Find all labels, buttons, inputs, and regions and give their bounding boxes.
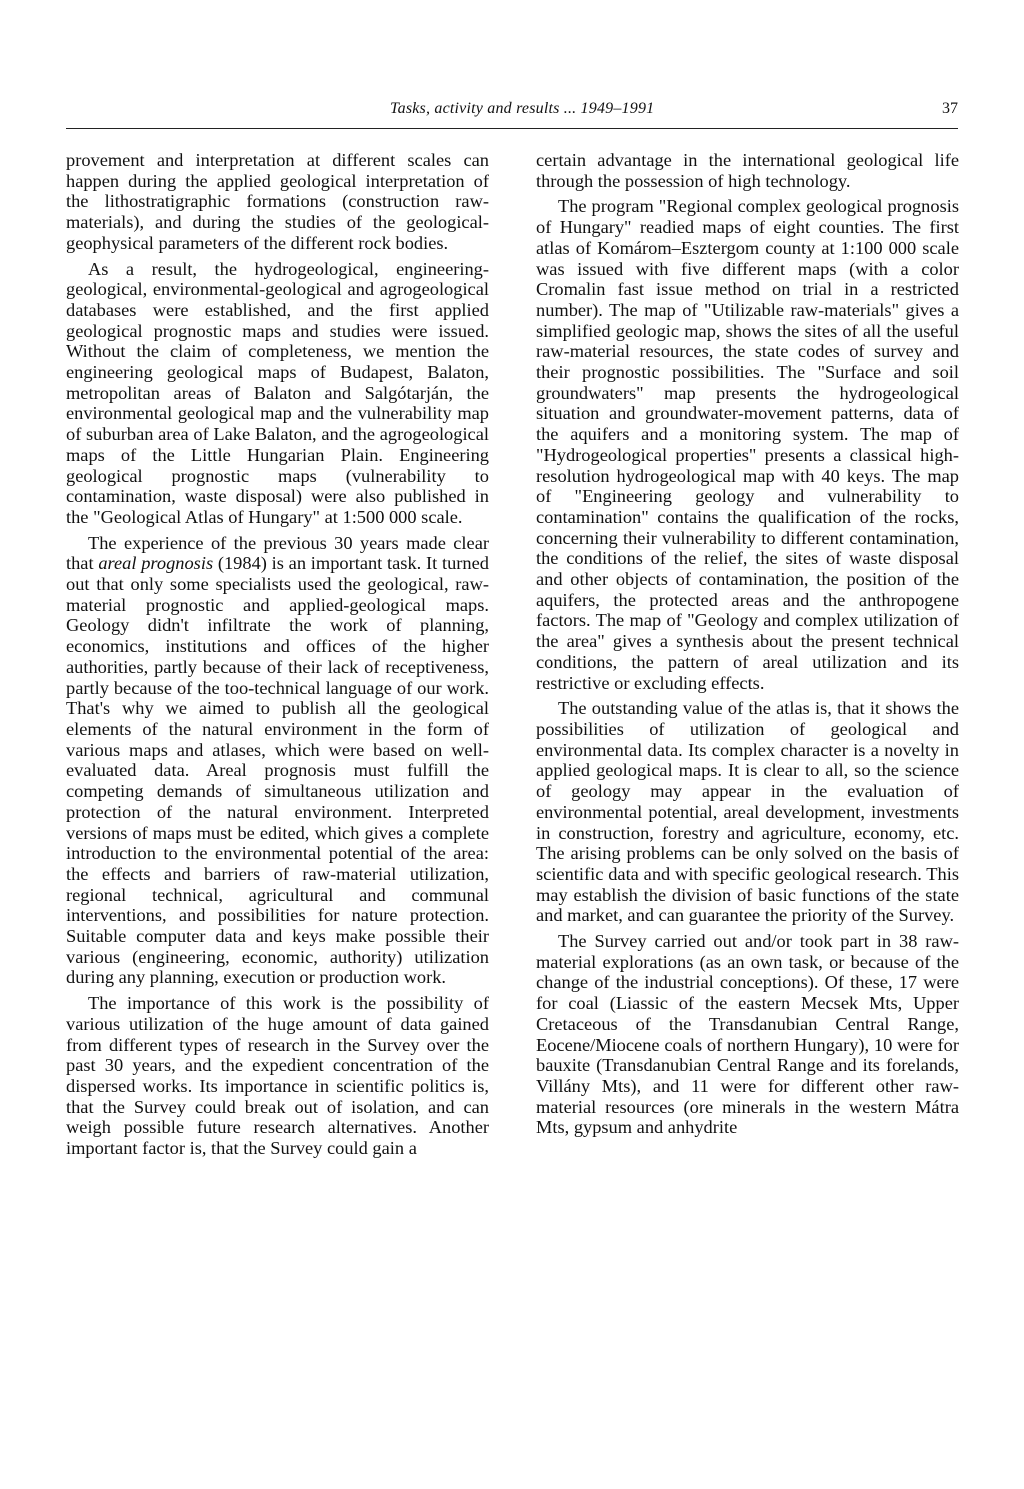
paragraph xyxy=(66,533,489,988)
page-header xyxy=(66,100,958,129)
paragraph: As a result, the hydrogeological, engineering-geological, environmental-geological and agrogeological databases were established, and the first applied geological prognostic maps and studies were issued. Without the claim of completeness, we mention the engineering geological maps of Budapest, Balaton, metropolitan areas of Balaton and Salgótarján, the environmental geological map and the vulnerability map of suburban area of Lake Balaton, and the agrogeological maps of the Little Hungarian Plain. Engineering geological prognostic maps (vulnerability to contamination, waste disposal) were also published in the "Geological Atlas of Hungary" at 1:500 000 scale. xyxy=(66,258,489,527)
page-number: 37 xyxy=(942,100,958,117)
paragraph: The program "Regional complex geological prognosis of Hungary" readied maps of eight counties. The first atlas of Komárom–Esztergom county at 1:100 000 scale was issued with five different maps (with a color Cromalin fast issue method on trial in a restricted number). The map of "Utilizable raw-materials" gives a simplified geologic map, shows the sites of all the useful raw-material resources, the state codes of survey and their prognostic possibilities. The "Surface and soil groundwaters" map presents the hydrogeological situation and groundwater-movement patterns, data of the aquifers and a monitoring system. The map of "Hydrogeological properties" presents a classical high-resolution hydrogeological map with 40 keys. The map of "Engineering geology and vulnerability to contamination" contains the qualification of the rocks, concerning their vulnerability to different contamination, the conditions of the relief, the sites of waste disposal and other objects of contamination, the position of the aquifers, the protected areas and the anthropogene factors. The map of "Geology and complex utilization of the area" gives a synthesis about the present technical conditions, the pattern of areal utilization and its restrictive or excluding effects. xyxy=(536,196,959,693)
paragraph: certain advantage in the international geological life through the possession of high technology. xyxy=(536,150,959,191)
running-title: Tasks, activity and results ... 1949–1991 xyxy=(390,100,655,117)
paragraph-text: The experience of the previous 30 years made clear that xyxy=(66,532,489,574)
paragraph: The Survey carried out and/or took part in 38 raw-material explorations (as an own task, or because of the change of the industrial conceptions). Of these, 17 were for coal (Liassic of the eastern Mecsek Mts, Upper Cretaceous of the Transdanubian Central Range, Eocene/Miocene coals of northern Hungary), 10 were for bauxite (Transdanubian Central Range and its forelands, Villány Mts), and 11 were for different other raw-material resources (ore minerals in the western Mátra Mts, gypsum and anhydrite xyxy=(536,931,959,1138)
paragraph-text: (1984) is an important task. It turned out that only some specialists used the geological, raw-material prognostic and applied-geological maps. Geology didn't infiltrate the work of planning, economics, institutions and offices of the higher authorities, partly because of their lack of receptiveness, partly because of the too-technical language of our work. That's why we aimed to publish all the geological elements of the natural environment in the form of various maps and atlases, which were based on well-evaluated data. Areal prognosis must fulfill the competing demands of simultaneous utilization and protection of the natural environment. Interpreted versions of maps must be edited, which gives a complete introduction to the environmental potential of the area: the effects and barriers of raw-material utilization, regional technical, agricultural and communal interventions, and possibilities for nature protection. Suitable computer data and keys make possible their various (engineering, economic, authority) utilization during any planning, execution or production work. xyxy=(66,553,489,988)
emphasis-term: areal prognosis xyxy=(98,553,214,574)
right-column xyxy=(536,150,959,1138)
paragraph: The outstanding value of the atlas is, that it shows the possibilities of utilization of geological and environmental data. Its complex character is a novelty in applied geological maps. It is clear to all, so the science of geology may appear in the evaluation of environmental potential, areal development, investments in construction, forestry and agriculture, economy, etc. The arising problems can be only solved on the basis of scientific data and with specific geological research. This may establish the division of basic functions of the state and market, and can guarantee the priority of the Survey. xyxy=(536,698,959,926)
paragraph: provement and interpretation at different scales can happen during the applied geological interpretation of the lithostratigraphic formations (construction raw-materials), and during the studies of the geological-geophysical parameters of the different rock bodies. xyxy=(66,150,489,253)
left-column xyxy=(66,150,489,1159)
paragraph: The importance of this work is the possibility of various utilization of the huge amount of data gained from different types of research in the Survey over the past 30 years, and the expedient concentration of the dispersed works. Its importance in scientific politics is, that the Survey could break out of isolation, and can weigh possible future research alternatives. Another important factor is, that the Survey could gain a xyxy=(66,993,489,1159)
